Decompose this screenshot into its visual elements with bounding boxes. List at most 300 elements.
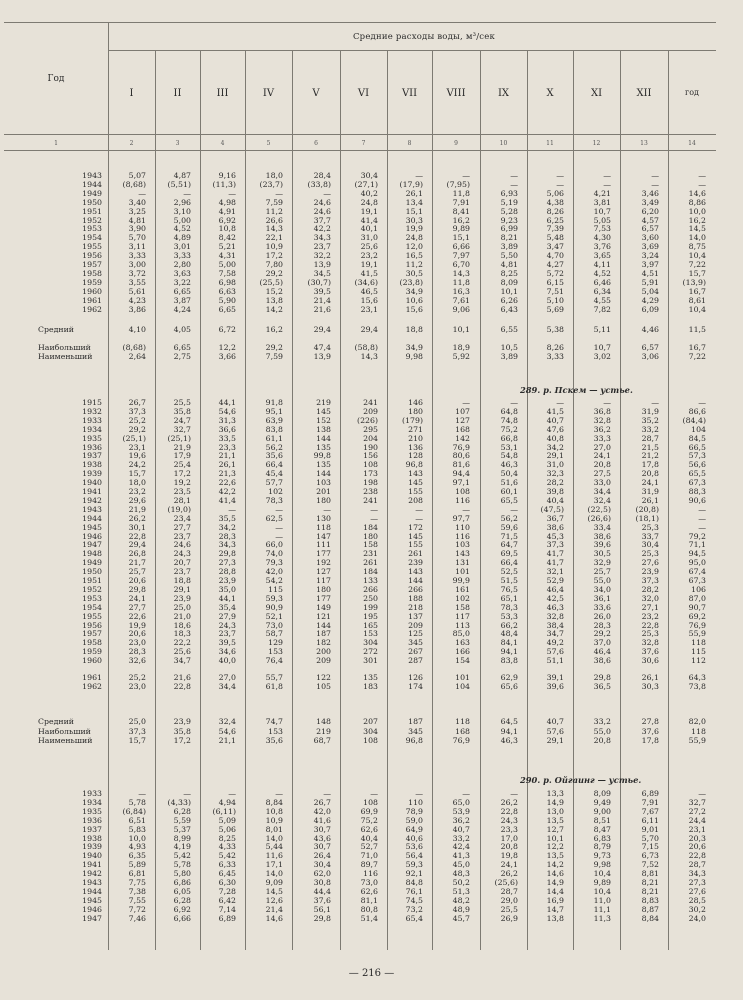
value-cell: 25,2 [128, 673, 146, 682]
value-cell: 4,11 [593, 260, 611, 269]
table-row [0, 540, 743, 549]
value-cell: 15,1 [405, 206, 423, 216]
value-cell: 62,6 [360, 824, 378, 834]
value-cell: 166 [455, 647, 470, 657]
value-cell: 295 [363, 424, 378, 434]
value-cell: 6,51 [128, 815, 146, 825]
value-cell: 24,3 [218, 620, 236, 630]
value-cell: 137 [408, 611, 423, 621]
value-cell: 17,2 [173, 469, 191, 479]
value-cell: — [651, 171, 659, 180]
value-cell: 14,5 [265, 886, 283, 896]
value-cell: 78,3 [265, 495, 283, 505]
value-cell: 33,0 [593, 478, 611, 488]
value-cell: 8,86 [688, 197, 706, 207]
year-cell: 1954 [82, 602, 102, 612]
value-cell: 28,1 [173, 495, 191, 505]
value-cell: 22,8 [688, 851, 706, 861]
value-cell: (4,33) [167, 797, 191, 807]
table-row [0, 567, 743, 576]
table-row [0, 851, 743, 860]
value-cell: 207 [363, 717, 378, 726]
value-cell: 287 [408, 656, 423, 666]
value-cell: 89,7 [360, 860, 378, 870]
column-number: 6 [314, 140, 318, 147]
value-cell: 79,3 [265, 558, 283, 568]
column-header: V [312, 88, 320, 99]
value-cell: 28,3 [593, 620, 611, 630]
value-cell: 113 [455, 620, 470, 630]
value-cell: 3,72 [128, 268, 146, 278]
year-cell: 1947 [82, 540, 102, 550]
year-cell: 1955 [82, 611, 102, 621]
table-row [0, 887, 743, 896]
value-cell: 219 [316, 727, 331, 736]
value-cell: 14,9 [546, 797, 564, 807]
value-cell: 30,3 [641, 681, 659, 691]
value-cell: 158 [455, 602, 470, 612]
value-cell: 102 [268, 487, 283, 496]
value-cell: 34,9 [405, 343, 423, 352]
value-cell: 26,9 [500, 913, 518, 923]
value-cell: 24,1 [128, 593, 146, 603]
value-cell: 52,5 [500, 567, 518, 577]
value-cell: — [651, 179, 659, 189]
value-cell: 3,63 [173, 268, 191, 278]
value-cell: 5,50 [500, 251, 518, 261]
table-row [0, 171, 743, 180]
value-cell: 135 [316, 442, 331, 452]
value-cell: 94,5 [688, 549, 706, 559]
value-cell: 61,1 [265, 433, 283, 443]
value-cell: 24,1 [641, 478, 659, 488]
value-cell: 6,65 [173, 286, 191, 296]
value-cell: 143 [408, 469, 423, 479]
value-cell: 21,9 [128, 504, 146, 514]
summary-label: Средний [38, 717, 74, 726]
value-cell: 239 [408, 558, 423, 568]
value-cell: 27,2 [688, 806, 706, 816]
value-cell: 90,7 [688, 602, 706, 612]
value-cell: 2,64 [128, 352, 146, 361]
value-cell: 53,9 [452, 806, 470, 816]
value-cell: 17,0 [500, 833, 518, 843]
summary-label: Наибольший [38, 727, 91, 736]
value-cell: 65,0 [452, 797, 470, 807]
value-cell: 2,75 [173, 352, 191, 361]
value-cell: 200 [316, 647, 331, 657]
year-cell: 1959 [82, 647, 102, 657]
value-cell: 78,3 [500, 602, 518, 612]
value-cell: 6,81 [128, 869, 146, 879]
value-cell: 30,6 [641, 656, 659, 666]
table-row [0, 416, 743, 425]
value-cell: 7,53 [593, 224, 611, 234]
value-cell: 26,2 [128, 513, 146, 523]
value-cell: — [556, 179, 564, 189]
value-cell: 62,0 [313, 869, 331, 879]
value-cell: 24,8 [405, 233, 423, 243]
value-cell: 39,5 [218, 638, 236, 648]
table-row [0, 682, 743, 691]
value-cell: 25,2 [128, 415, 146, 425]
value-cell: 6,89 [641, 789, 659, 798]
year-cell: 1960 [82, 656, 102, 666]
value-cell: 16,7 [688, 286, 706, 296]
value-cell: 4,94 [218, 797, 236, 807]
value-cell: 23,3 [500, 824, 518, 834]
value-cell: 5,00 [218, 260, 236, 269]
value-cell: — [370, 504, 378, 514]
value-cell: 241 [363, 495, 378, 505]
value-cell: 38,4 [546, 620, 564, 630]
year-cell: 1958 [82, 638, 102, 648]
value-cell: 35,6 [265, 736, 283, 745]
value-cell: — [510, 171, 518, 180]
value-cell: 12,2 [218, 343, 236, 352]
value-cell: 10,1 [500, 286, 518, 296]
value-cell: 24,3 [173, 549, 191, 559]
value-cell: 147 [316, 531, 331, 541]
value-cell: 65,1 [500, 593, 518, 603]
value-cell: 3,33 [546, 352, 564, 361]
column-number: 12 [592, 140, 601, 147]
value-cell: 266 [408, 584, 423, 594]
value-cell: 32,0 [641, 593, 659, 603]
value-cell: 5,78 [128, 797, 146, 807]
year-cell: 1944 [82, 179, 102, 189]
value-cell: 9,23 [500, 215, 518, 225]
value-cell: (179) [402, 415, 423, 425]
value-cell: — [462, 504, 470, 514]
value-cell: 144 [316, 620, 331, 630]
value-cell: 156 [363, 451, 378, 461]
value-cell: 10,7 [593, 343, 611, 352]
year-cell: 1946 [82, 904, 102, 914]
year-cell: 1950 [82, 197, 102, 207]
table-row [0, 207, 743, 216]
value-cell: 21,0 [173, 611, 191, 621]
value-cell: 6,26 [500, 295, 518, 305]
value-cell: 10,5 [500, 343, 518, 352]
table-row [0, 914, 743, 923]
value-cell: 4,57 [641, 215, 659, 225]
year-cell: 1933 [82, 789, 102, 798]
value-cell: 24,6 [313, 206, 331, 216]
value-cell: 3,97 [641, 260, 659, 269]
value-cell: 21,3 [218, 469, 236, 479]
value-cell: — [138, 789, 146, 798]
year-cell: 1953 [82, 224, 102, 234]
value-cell: 51,1 [546, 656, 564, 666]
value-cell: 173 [363, 469, 378, 479]
value-cell: 65,4 [405, 913, 423, 923]
table-row [0, 816, 743, 825]
value-cell: 115 [268, 584, 283, 594]
value-cell: 20,8 [500, 842, 518, 852]
value-cell: 21,4 [313, 295, 331, 305]
year-cell: 1945 [82, 522, 102, 532]
table-row [0, 487, 743, 496]
value-cell: 37,3 [128, 727, 146, 736]
value-cell: 62,9 [500, 673, 518, 682]
column-header: I [129, 88, 134, 99]
value-cell: 7,55 [128, 895, 146, 905]
value-cell: 7,58 [218, 268, 236, 278]
value-cell: 64,9 [405, 824, 423, 834]
value-cell: 37,3 [641, 576, 659, 585]
value-cell: 174 [408, 681, 423, 691]
value-cell: 261 [363, 558, 378, 568]
value-cell: 3,69 [641, 242, 659, 252]
value-cell: 20,8 [641, 469, 659, 479]
value-cell: 23,9 [641, 567, 659, 577]
value-cell: 27,7 [173, 522, 191, 532]
value-cell: 11,6 [265, 851, 283, 861]
value-cell: 117 [316, 576, 331, 585]
value-cell: 52,9 [546, 576, 564, 585]
value-cell: 8,47 [593, 824, 611, 834]
value-cell: 28,8 [218, 567, 236, 577]
value-cell: 271 [408, 424, 423, 434]
value-cell: 51,5 [500, 576, 518, 585]
value-cell: 172 [408, 522, 423, 532]
value-cell: 25,0 [128, 717, 146, 726]
value-cell: 35,6 [265, 451, 283, 461]
value-cell: 33,5 [218, 433, 236, 443]
value-cell: 168 [455, 727, 470, 736]
value-cell: 4,81 [500, 260, 518, 269]
value-cell: — [228, 504, 236, 514]
value-cell: 51,4 [360, 913, 378, 923]
value-cell: (26,6) [587, 513, 611, 523]
value-cell: (20,8) [635, 504, 659, 514]
value-cell: — [275, 188, 283, 198]
value-cell: 7,59 [265, 352, 283, 361]
value-cell: 40,7 [452, 824, 470, 834]
value-cell: — [462, 789, 470, 798]
value-cell: 20,6 [128, 629, 146, 639]
value-cell: 210 [408, 433, 423, 443]
summary-label: Средний [38, 325, 74, 334]
value-cell: 66,0 [265, 540, 283, 550]
year-cell: 1962 [82, 681, 102, 691]
value-cell: 29,0 [500, 895, 518, 905]
value-cell: 3,25 [128, 206, 146, 216]
value-cell: 25,3 [641, 629, 659, 639]
value-cell: 55,0 [593, 576, 611, 585]
value-cell: 14,4 [546, 886, 564, 896]
value-cell: 20,3 [688, 833, 706, 843]
year-cell: 1956 [82, 620, 102, 630]
table-row [0, 860, 743, 869]
value-cell: 103 [455, 540, 470, 550]
value-cell: 45,4 [265, 469, 283, 479]
value-cell: 11,2 [265, 206, 283, 216]
value-cell: 21,6 [173, 673, 191, 682]
value-cell: (25,1) [167, 433, 191, 443]
value-cell: 34,9 [405, 286, 423, 296]
value-cell: 46,3 [546, 602, 564, 612]
value-cell: 10,4 [593, 869, 611, 879]
value-cell: 136 [408, 442, 423, 452]
value-cell: 29,2 [128, 424, 146, 434]
value-cell: 30,4 [360, 171, 378, 180]
value-cell: 96,8 [405, 460, 423, 470]
value-cell: 15,2 [265, 286, 283, 296]
value-cell: 52,7 [360, 842, 378, 852]
value-cell: 18,3 [173, 629, 191, 639]
value-cell: 17,2 [265, 251, 283, 261]
value-cell: 4,31 [218, 251, 236, 261]
value-cell: 6,55 [500, 325, 518, 334]
value-cell: 37,6 [641, 647, 659, 657]
value-cell: 155 [408, 487, 423, 496]
value-cell: 42,2 [313, 224, 331, 234]
value-cell: 50,4 [500, 469, 518, 479]
value-cell: 4,10 [128, 325, 146, 334]
value-cell: 32,4 [593, 495, 611, 505]
value-cell: 3,40 [128, 197, 146, 207]
value-cell: 4,29 [641, 295, 659, 305]
value-cell: 11,8 [452, 188, 470, 198]
value-cell: — [698, 171, 706, 180]
value-cell: 71,5 [500, 531, 518, 541]
value-cell: 4,93 [128, 842, 146, 852]
table-row [0, 594, 743, 603]
value-cell: 10,4 [688, 304, 706, 314]
value-cell: 27,6 [688, 886, 706, 896]
value-cell: 32,8 [593, 415, 611, 425]
value-cell: (25,6) [494, 878, 518, 887]
value-cell: 36,1 [593, 593, 611, 603]
value-cell: 30,2 [688, 904, 706, 914]
value-cell: 14,6 [546, 869, 564, 879]
value-cell: 59,3 [265, 593, 283, 603]
value-cell: 3,87 [173, 295, 191, 305]
value-cell: 82,0 [688, 717, 706, 726]
value-cell: 33,4 [593, 522, 611, 532]
value-cell: 76,5 [500, 584, 518, 594]
value-cell: 24,0 [688, 913, 706, 923]
value-cell: 129 [268, 638, 283, 648]
value-cell: 5,07 [128, 171, 146, 180]
year-cell: 1958 [82, 268, 102, 278]
table-row [0, 905, 743, 914]
value-cell: 8,99 [173, 833, 191, 843]
value-cell: 45,3 [546, 531, 564, 541]
year-cell: 1937 [82, 451, 102, 461]
year-cell: 1936 [82, 442, 102, 452]
value-cell: 23,3 [218, 442, 236, 452]
value-cell: 5,06 [546, 188, 564, 198]
value-cell: 5,11 [593, 325, 611, 334]
year-cell: 1948 [82, 549, 102, 559]
value-cell: 9,98 [593, 860, 611, 870]
value-cell: 26,1 [405, 188, 423, 198]
value-cell: 7,97 [452, 251, 470, 261]
column-header: XI [590, 88, 603, 99]
value-cell: 51,3 [452, 886, 470, 896]
value-cell: 118 [455, 717, 470, 726]
value-cell: 26,1 [218, 460, 236, 470]
value-cell: — [183, 789, 191, 798]
value-cell: 18,8 [405, 325, 423, 334]
value-cell: 48,2 [452, 895, 470, 905]
value-cell: 16,2 [265, 325, 283, 334]
value-cell: 69,5 [500, 549, 518, 559]
value-cell: 152 [316, 415, 331, 425]
value-cell: 67,4 [688, 567, 706, 577]
value-cell: 34,7 [173, 656, 191, 666]
value-cell: 13,9 [313, 352, 331, 361]
value-cell: 34,3 [218, 540, 236, 550]
year-cell: 1962 [82, 304, 102, 314]
value-cell: 69,2 [688, 611, 706, 621]
value-cell: 55,9 [688, 736, 706, 745]
value-cell: 4,52 [173, 224, 191, 234]
value-cell: 53,1 [500, 442, 518, 452]
value-cell: — [275, 531, 283, 541]
value-cell: 86,6 [688, 406, 706, 416]
table-row [0, 451, 743, 460]
value-cell: 115 [691, 647, 706, 657]
value-cell: 6,66 [452, 242, 470, 252]
value-cell: 22,8 [500, 806, 518, 816]
value-cell: 266 [363, 584, 378, 594]
value-cell: 8,61 [688, 295, 706, 305]
value-cell: 34,6 [218, 647, 236, 657]
value-cell: 8,41 [452, 206, 470, 216]
value-cell: — [603, 171, 611, 180]
value-cell: (5,51) [167, 179, 191, 189]
value-cell: 122 [316, 673, 331, 682]
column-number: 13 [640, 140, 648, 147]
value-cell: 19,6 [128, 451, 146, 461]
value-cell: 3,47 [546, 242, 564, 252]
value-cell: 87,0 [688, 593, 706, 603]
value-cell: 8,84 [265, 797, 283, 807]
value-cell: 5,21 [218, 242, 236, 252]
value-cell: 56,4 [405, 851, 423, 861]
value-cell: 12,6 [265, 895, 283, 905]
value-cell: 30,3 [405, 215, 423, 225]
value-cell: 50,2 [452, 878, 470, 887]
value-cell: 22,8 [641, 620, 659, 630]
year-cell: 1939 [82, 469, 102, 479]
value-cell: 153 [268, 727, 283, 736]
value-cell: 30,8 [313, 878, 331, 887]
value-cell: 138 [316, 424, 331, 434]
value-cell: 14,2 [546, 860, 564, 870]
value-cell: 125 [408, 629, 423, 639]
value-cell: 4,23 [128, 295, 146, 305]
value-cell: 126 [408, 673, 423, 682]
value-cell: 17,8 [641, 460, 659, 470]
year-column-header: Год [47, 74, 65, 84]
value-cell: 21,5 [641, 442, 659, 452]
value-cell: (34,6) [354, 277, 378, 287]
value-cell: 6,73 [641, 851, 659, 861]
value-cell: 3,33 [128, 251, 146, 261]
value-cell: 56,2 [500, 513, 518, 523]
value-cell: 3,02 [593, 352, 611, 361]
value-cell: — [323, 188, 331, 198]
value-cell: 4,52 [593, 268, 611, 278]
value-cell: 272 [363, 647, 378, 657]
table-row [0, 260, 743, 269]
value-cell: 158 [363, 540, 378, 550]
